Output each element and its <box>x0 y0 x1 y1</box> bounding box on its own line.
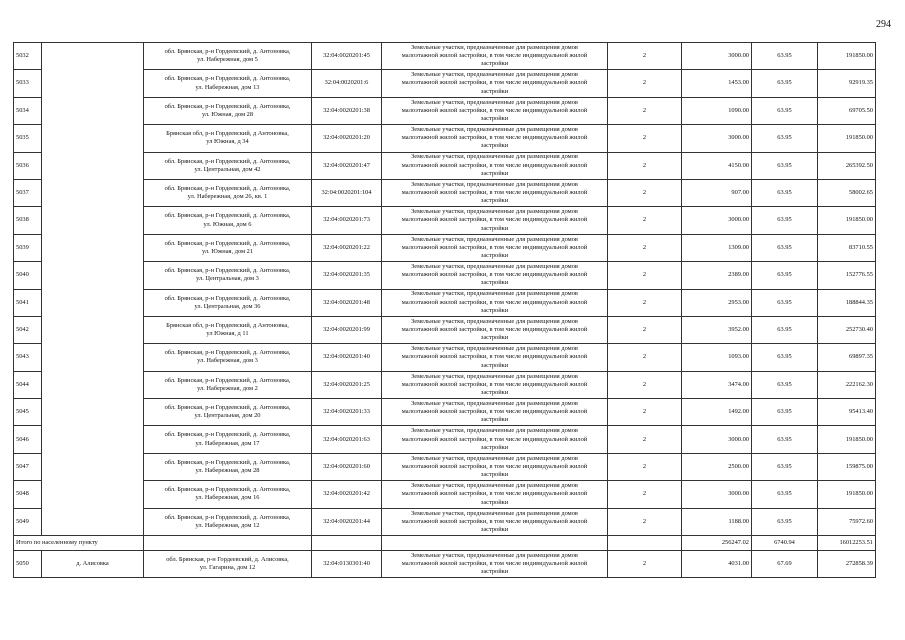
area-cell: 907.00 <box>682 179 752 206</box>
land-use-cell <box>382 152 608 179</box>
land-use-line-1: Земельные участки, предназначенные для размещения домов <box>411 317 578 325</box>
address-cell <box>144 316 312 343</box>
land-use-cell <box>382 344 608 371</box>
group-cell: 2 <box>608 344 682 371</box>
land-use-line-1: Земельные участки, предназначенные для размещения домов <box>411 509 578 517</box>
land-use-cell <box>382 70 608 97</box>
specific-value-cell: 63.95 <box>752 125 818 152</box>
land-use-line-3: застройки <box>480 525 509 533</box>
table-row <box>14 399 876 426</box>
table-row <box>14 316 876 343</box>
empty-cell <box>312 536 382 551</box>
land-use-line-3: застройки <box>480 169 509 177</box>
address-cell <box>144 399 312 426</box>
address-cell <box>144 125 312 152</box>
land-use-line-2: малоэтажной жилой застройки, в том числе индивидуальной жилой <box>401 462 588 470</box>
cadastral-value-cell: 83710.55 <box>818 234 876 261</box>
land-use-line-1: Земельные участки, предназначенные для размещения домов <box>411 43 578 51</box>
cadastral-number-cell: 32:04:0020201:47 <box>312 152 382 179</box>
cadastral-value-cell: 69897.35 <box>818 344 876 371</box>
land-use-line-2: малоэтажной жилой застройки, в том числе индивидуальной жилой <box>401 435 588 443</box>
land-use-line-2: малоэтажной жилой застройки, в том числе индивидуальной жилой <box>401 243 588 251</box>
land-use-line-1: Земельные участки, предназначенные для размещения домов <box>411 126 578 134</box>
specific-value-cell: 63.95 <box>752 399 818 426</box>
row-number-cell: 5035 <box>14 125 42 152</box>
address-line-2: ул. Набережная, дом 26, кв. 1 <box>187 193 268 201</box>
area-cell: 3474.00 <box>682 371 752 398</box>
land-use-cell <box>382 262 608 289</box>
area-cell: 1309.00 <box>682 234 752 261</box>
land-use-line-2: малоэтажной жилой застройки, в том числе индивидуальной жилой <box>401 490 588 498</box>
area-cell: 1492.00 <box>682 399 752 426</box>
address-cell <box>144 262 312 289</box>
land-use-cell <box>382 508 608 535</box>
area-cell: 2389.00 <box>682 262 752 289</box>
land-use-cell <box>382 43 608 70</box>
land-use-line-1: Земельные участки, предназначенные для размещения домов <box>411 399 578 407</box>
cadastral-value-cell: 159875.00 <box>818 453 876 480</box>
cadastral-number-cell: 32:04:0020201:99 <box>312 316 382 343</box>
group-cell: 2 <box>608 426 682 453</box>
specific-value-cell: 63.95 <box>752 262 818 289</box>
cadastral-number-cell: 32:04:0020201:35 <box>312 262 382 289</box>
address-line-1: обл. Брянская, р-н Гордеевский, д. Антоновка, <box>164 513 291 521</box>
specific-value-cell: 63.95 <box>752 344 818 371</box>
row-number-cell: 5044 <box>14 371 42 398</box>
address-line-2: ул. Набережная, дом 3 <box>197 357 258 365</box>
land-use-line-2: малоэтажной жилой застройки, в том числе индивидуальной жилой <box>401 326 588 333</box>
area-cell: 3952.00 <box>682 316 752 343</box>
address-line-2: ул. Южная, дом 28 <box>201 110 254 118</box>
area-cell: 1090.00 <box>682 97 752 124</box>
table-row <box>14 97 876 124</box>
specific-value-cell: 63.95 <box>752 43 818 70</box>
group-cell: 2 <box>608 508 682 535</box>
total-area-cell: 256247.02 <box>682 536 752 551</box>
land-use-line-2: малоэтажной жилой застройки, в том числе индивидуальной жилой <box>401 298 588 306</box>
address-line-1: обл. Брянская, р-н Гордеевский, д. Антоновка, <box>164 404 291 412</box>
cadastral-number-cell: 32:04:0020201:104 <box>312 179 382 206</box>
address-line-1: обл. Брянская, р-н Гордеевский, д. Антоновка, <box>164 184 291 192</box>
land-use-line-1: Земельные участки, предназначенные для размещения домов <box>411 427 578 435</box>
land-use-line-3: застройки <box>480 142 509 150</box>
land-use-line-3: застройки <box>480 388 509 396</box>
total-specific-value-cell: 6740.94 <box>752 536 818 551</box>
specific-value-cell: 63.95 <box>752 207 818 234</box>
row-number-cell: 5042 <box>14 316 42 343</box>
address-line-1: обл. Брянская, р-н Гордеевский, д. Антоновка, <box>164 458 291 466</box>
group-cell: 2 <box>608 481 682 508</box>
address-cell <box>144 371 312 398</box>
address-line-1: Брянская обл, р-н Гордеевский, д Антоновка, <box>166 130 289 138</box>
land-use-line-2: малоэтажной жилой застройки, в том числе индивидуальной жилой <box>401 52 588 60</box>
specific-value-cell: 63.95 <box>752 371 818 398</box>
row-number-cell: 5048 <box>14 481 42 508</box>
land-use-line-1: Земельные участки, предназначенные для размещения домов <box>411 454 578 462</box>
locality-total-row <box>14 536 876 551</box>
row-number-cell: 5038 <box>14 207 42 234</box>
address-line-1: обл. Брянская, р-н Гордеевский, д. Антоновка, <box>164 349 291 357</box>
land-use-line-3: застройки <box>480 471 509 479</box>
area-cell: 1453.00 <box>682 70 752 97</box>
land-use-cell <box>382 207 608 234</box>
address-cell <box>144 289 312 316</box>
land-use-cell <box>382 97 608 124</box>
cadastral-value-cell: 265392.50 <box>818 152 876 179</box>
land-use-line-1: Земельные участки, предназначенные для размещения домов <box>411 345 578 353</box>
address-cell <box>144 43 312 70</box>
group-cell: 2 <box>608 97 682 124</box>
cadastral-number-cell: 32:04:0130301:40 <box>312 551 382 578</box>
table-row <box>14 371 876 398</box>
address-cell <box>144 551 312 578</box>
cadastral-number-cell: 32:04:0020201:45 <box>312 43 382 70</box>
address-line-1: обл. Брянская, р-н Гордеевский, д. Алисовка, <box>166 556 289 564</box>
group-cell: 2 <box>608 207 682 234</box>
land-use-cell <box>382 551 608 578</box>
specific-value-cell: 63.95 <box>752 426 818 453</box>
cadastral-number-cell: 32:04:0020201:40 <box>312 344 382 371</box>
address-line-1: обл. Брянская, р-н Гордеевский, д. Антоновка, <box>164 267 291 275</box>
cadastral-value-cell: 191850.00 <box>818 125 876 152</box>
land-use-line-2: малоэтажной жилой застройки, в том числе индивидуальной жилой <box>401 79 588 87</box>
land-use-line-3: застройки <box>480 498 509 506</box>
land-use-line-3: застройки <box>480 361 509 369</box>
group-cell: 2 <box>608 152 682 179</box>
cadastral-number-cell: 32:04:0020201:73 <box>312 207 382 234</box>
table-row <box>14 179 876 206</box>
land-use-line-3: застройки <box>480 60 509 68</box>
empty-cell <box>608 536 682 551</box>
address-cell <box>144 508 312 535</box>
land-use-line-3: застройки <box>480 252 509 260</box>
cadastral-value-cell: 191850.00 <box>818 481 876 508</box>
address-cell <box>144 97 312 124</box>
row-number-cell: 5046 <box>14 426 42 453</box>
address-line-1: Брянская обл, р-н Гордеевский, д Антоновка, <box>166 321 289 329</box>
table-row <box>14 426 876 453</box>
cadastral-number-cell: 32:04:0020201:6 <box>312 70 382 97</box>
address-line-1: обл. Брянская, р-н Гордеевский, д. Антоновка, <box>164 486 291 494</box>
row-number-cell: 5041 <box>14 289 42 316</box>
land-use-line-3: застройки <box>480 224 509 232</box>
address-line-2: ул. Южная, дом 21 <box>201 247 254 255</box>
land-use-cell <box>382 234 608 261</box>
cadastral-number-cell: 32:04:0020201:63 <box>312 426 382 453</box>
address-cell <box>144 70 312 97</box>
address-line-2: ул. Центральная, дом 20 <box>194 412 261 420</box>
land-use-line-3: застройки <box>480 568 509 576</box>
land-use-cell <box>382 125 608 152</box>
specific-value-cell: 63.95 <box>752 481 818 508</box>
group-cell: 2 <box>608 125 682 152</box>
land-use-line-1: Земельные участки, предназначенные для размещения домов <box>411 482 578 490</box>
table-row <box>14 508 876 535</box>
area-cell: 2500.00 <box>682 453 752 480</box>
table-row <box>14 262 876 289</box>
land-use-line-2: малоэтажной жилой застройки, в том числе индивидуальной жилой <box>401 189 588 197</box>
area-cell: 1093.00 <box>682 344 752 371</box>
area-cell: 1188.00 <box>682 508 752 535</box>
area-cell: 3000.00 <box>682 426 752 453</box>
row-number-cell: 5037 <box>14 179 42 206</box>
specific-value-cell: 63.95 <box>752 179 818 206</box>
cadastral-number-cell: 32:04:0020201:44 <box>312 508 382 535</box>
group-cell: 2 <box>608 453 682 480</box>
table-row <box>14 43 876 70</box>
land-use-line-1: Земельные участки, предназначенные для размещения домов <box>411 290 578 298</box>
land-use-cell <box>382 426 608 453</box>
land-use-line-2: малоэтажной жилой застройки, в том числе индивидуальной жилой <box>401 380 588 388</box>
row-number-cell: 5033 <box>14 70 42 97</box>
address-line-2: ул Южная, д 11 <box>206 330 249 338</box>
table-row <box>14 234 876 261</box>
specific-value-cell: 63.95 <box>752 70 818 97</box>
table-row <box>14 481 876 508</box>
cadastral-value-cell: 92919.35 <box>818 70 876 97</box>
specific-value-cell: 63.95 <box>752 316 818 343</box>
area-cell: 3000.00 <box>682 207 752 234</box>
row-number-cell: 5049 <box>14 508 42 535</box>
land-use-cell <box>382 453 608 480</box>
cadastral-number-cell: 32:04:0020201:42 <box>312 481 382 508</box>
address-cell <box>144 234 312 261</box>
address-line-2: ул. Центральная, дом 36 <box>194 302 261 310</box>
land-use-cell <box>382 179 608 206</box>
land-use-line-1: Земельные участки, предназначенные для размещения домов <box>411 98 578 106</box>
specific-value-cell: 63.95 <box>752 97 818 124</box>
specific-value-cell: 63.95 <box>752 508 818 535</box>
specific-value-cell: 63.95 <box>752 152 818 179</box>
cadastral-value-cell: 75972.60 <box>818 508 876 535</box>
group-cell: 2 <box>608 399 682 426</box>
area-cell: 4150.00 <box>682 152 752 179</box>
locality-cell: д. Алисовка <box>42 551 144 578</box>
land-use-line-1: Земельные участки, предназначенные для размещения домов <box>411 180 578 188</box>
area-cell: 3000.00 <box>682 43 752 70</box>
total-cadastral-value-cell: 16012253.51 <box>818 536 876 551</box>
group-cell: 2 <box>608 262 682 289</box>
address-line-2: ул. Южная, дом 6 <box>203 220 252 228</box>
address-line-2: ул. Центральная, дом 42 <box>194 165 261 173</box>
address-cell <box>144 426 312 453</box>
group-cell: 2 <box>608 371 682 398</box>
cadastral-value-cell: 95413.40 <box>818 399 876 426</box>
row-number-cell: 5034 <box>14 97 42 124</box>
address-line-1: обл. Брянская, р-н Гордеевский, д. Антоновка, <box>164 376 291 384</box>
address-line-2: ул. Набережная, дом 2 <box>197 384 258 392</box>
group-cell: 2 <box>608 234 682 261</box>
specific-value-cell: 63.95 <box>752 289 818 316</box>
locality-cell <box>42 43 144 536</box>
cadastral-value-cell: 58002.65 <box>818 179 876 206</box>
empty-cell <box>382 536 608 551</box>
land-use-cell <box>382 289 608 316</box>
cadastral-number-cell: 32:04:0020201:20 <box>312 125 382 152</box>
land-use-line-2: малоэтажной жилой застройки, в том числе индивидуальной жилой <box>401 271 588 279</box>
cadastral-number-cell: 32:04:0020201:48 <box>312 289 382 316</box>
page-number: 294 <box>876 19 891 30</box>
land-use-line-1: Земельные участки, предназначенные для размещения домов <box>411 208 578 216</box>
land-use-line-2: малоэтажной жилой застройки, в том числе индивидуальной жилой <box>401 134 588 142</box>
cadastral-value-cell: 152776.55 <box>818 262 876 289</box>
cadastral-value-cell: 191850.00 <box>818 43 876 70</box>
row-number-cell: 5047 <box>14 453 42 480</box>
address-line-2: ул. Набережная, дом 13 <box>195 83 260 91</box>
address-cell <box>144 344 312 371</box>
cadastral-value-table <box>13 42 876 578</box>
address-cell <box>144 207 312 234</box>
address-line-2: ул. Набережная, дом 12 <box>195 521 260 529</box>
cadastral-value-cell: 69705.50 <box>818 97 876 124</box>
address-line-1: обл. Брянская, р-н Гордеевский, д. Антоновка, <box>164 212 291 220</box>
land-use-line-2: малоэтажной жилой застройки, в том числе индивидуальной жилой <box>401 353 588 361</box>
land-use-line-1: Земельные участки, предназначенные для размещения домов <box>411 153 578 161</box>
address-cell <box>144 481 312 508</box>
cadastral-number-cell: 32:04:0020201:25 <box>312 371 382 398</box>
specific-value-cell: 63.95 <box>752 234 818 261</box>
land-use-line-3: застройки <box>480 279 509 287</box>
land-use-line-2: малоэтажной жилой застройки, в том числе индивидуальной жилой <box>401 517 588 525</box>
cadastral-value-cell: 191850.00 <box>818 426 876 453</box>
table-row <box>14 289 876 316</box>
table-row <box>14 70 876 97</box>
land-use-cell <box>382 371 608 398</box>
empty-cell <box>144 536 312 551</box>
address-line-2: ул. Набережная, дом 17 <box>195 439 260 447</box>
group-cell: 2 <box>608 43 682 70</box>
land-use-line-1: Земельные участки, предназначенные для размещения домов <box>411 551 578 559</box>
cadastral-value-cell: 222162.30 <box>818 371 876 398</box>
specific-value-cell: 67.69 <box>752 551 818 578</box>
land-use-line-1: Земельные участки, предназначенные для размещения домов <box>411 263 578 271</box>
land-use-line-3: застройки <box>480 197 509 205</box>
land-use-line-1: Земельные участки, предназначенные для размещения домов <box>411 372 578 380</box>
row-number-cell: 5040 <box>14 262 42 289</box>
land-use-line-3: застройки <box>480 115 509 123</box>
land-use-line-2: малоэтажной жилой застройки, в том числе индивидуальной жилой <box>401 408 588 416</box>
group-cell: 2 <box>608 289 682 316</box>
group-cell: 2 <box>608 551 682 578</box>
area-cell: 2953.00 <box>682 289 752 316</box>
address-line-1: обл. Брянская, р-н Гордеевский, д. Антоновка, <box>164 431 291 439</box>
total-label: Итого по населенному пункту <box>14 536 144 551</box>
row-number-cell: 5043 <box>14 344 42 371</box>
cadastral-number-cell: 32:04:0020201:38 <box>312 97 382 124</box>
group-cell: 2 <box>608 70 682 97</box>
land-use-line-3: застройки <box>480 416 509 424</box>
land-use-line-3: застройки <box>480 306 509 314</box>
address-line-2: ул. Гагарина, дом 12 <box>199 564 256 572</box>
address-line-2: ул Южная, д 34 <box>206 138 249 146</box>
land-use-line-2: малоэтажной жилой застройки, в том числе индивидуальной жилой <box>401 106 588 114</box>
address-line-1: обл. Брянская, р-н Гордеевский, д. Антоновка, <box>164 157 291 165</box>
address-line-1: обл. Брянская, р-н Гордеевский, д. Антоновка, <box>164 294 291 302</box>
land-use-line-3: застройки <box>480 334 509 342</box>
land-use-line-1: Земельные участки, предназначенные для размещения домов <box>411 71 578 79</box>
row-number-cell: 5039 <box>14 234 42 261</box>
address-line-1: обл. Брянская, р-н Гордеевский, д. Антоновка, <box>164 239 291 247</box>
cadastral-value-cell: 252730.40 <box>818 316 876 343</box>
address-line-2: ул. Центральная, дом 3 <box>196 275 259 283</box>
address-line-1: обл. Брянская, р-н Гордеевский, д. Антоновка, <box>164 75 291 83</box>
cadastral-number-cell: 32:04:0020201:22 <box>312 234 382 261</box>
address-cell <box>144 453 312 480</box>
table-row <box>14 344 876 371</box>
area-cell: 3000.00 <box>682 481 752 508</box>
cadastral-number-cell: 32:04:0020201:60 <box>312 453 382 480</box>
area-cell: 4031.00 <box>682 551 752 578</box>
address-line-2: ул. Набережная, дом 28 <box>195 467 260 475</box>
row-number-cell: 5032 <box>14 43 42 70</box>
row-number-cell: 5045 <box>14 399 42 426</box>
row-number-cell: 5050 <box>14 551 42 578</box>
row-number-cell: 5036 <box>14 152 42 179</box>
table-row <box>14 551 876 578</box>
cadastral-value-cell: 272858.39 <box>818 551 876 578</box>
land-use-cell <box>382 481 608 508</box>
land-use-line-2: малоэтажной жилой застройки, в том числе индивидуальной жилой <box>401 560 588 568</box>
address-line-1: обл. Брянская, р-н Гордеевский, д. Антоновка, <box>164 47 291 55</box>
area-cell: 3000.00 <box>682 125 752 152</box>
table-row <box>14 152 876 179</box>
land-use-line-2: малоэтажной жилой застройки, в том числе индивидуальной жилой <box>401 161 588 169</box>
specific-value-cell: 63.95 <box>752 453 818 480</box>
address-line-1: обл. Брянская, р-н Гордеевский, д. Антоновка, <box>164 102 291 110</box>
address-cell <box>144 152 312 179</box>
land-use-cell <box>382 316 608 343</box>
land-use-line-2: малоэтажной жилой застройки, в том числе индивидуальной жилой <box>401 216 588 224</box>
address-line-2: ул. Набережная, дом 5 <box>197 56 258 64</box>
table-row <box>14 207 876 234</box>
cadastral-number-cell: 32:04:0020201:33 <box>312 399 382 426</box>
cadastral-value-cell: 188844.35 <box>818 289 876 316</box>
group-cell: 2 <box>608 179 682 206</box>
address-line-2: ул. Набережная, дом 16 <box>195 494 260 502</box>
table-row <box>14 453 876 480</box>
land-use-line-3: застройки <box>480 87 509 95</box>
land-use-cell <box>382 399 608 426</box>
cadastral-value-cell: 191850.00 <box>818 207 876 234</box>
land-use-line-3: застройки <box>480 443 509 451</box>
land-use-line-1: Земельные участки, предназначенные для размещения домов <box>411 235 578 243</box>
group-cell: 2 <box>608 316 682 343</box>
address-cell <box>144 179 312 206</box>
table-row <box>14 125 876 152</box>
